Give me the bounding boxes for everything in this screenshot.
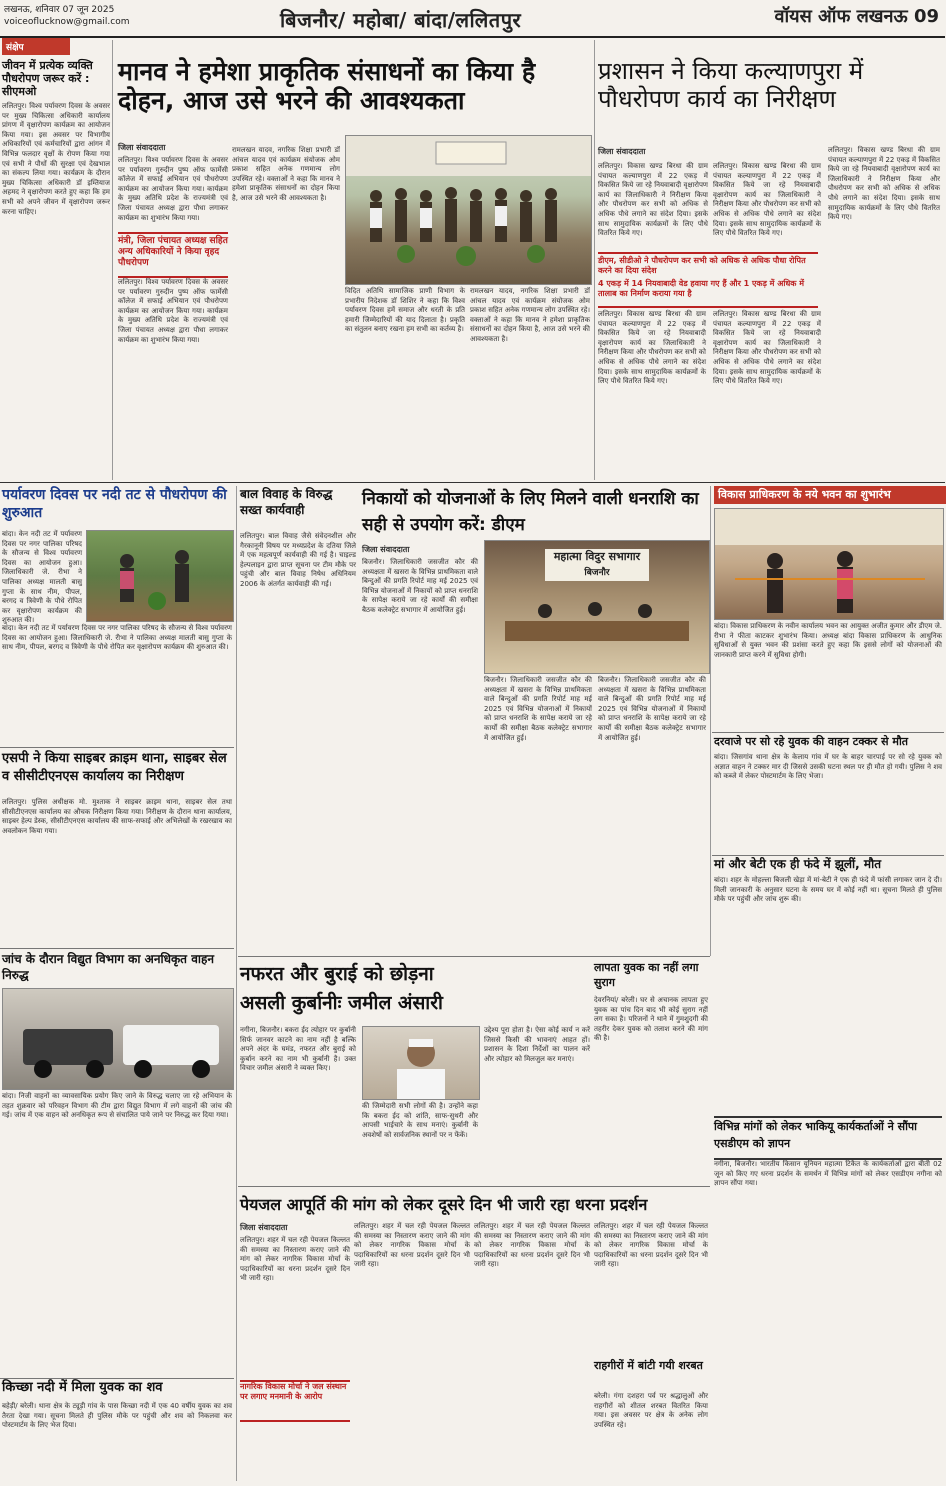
karyakarta-head-box <box>714 1116 942 1160</box>
vahan-text: बांदा। निजी वाहनों का व्यावसायिक प्रयोग किए जाने के विरुद्ध चलाए जा रहे अभियान के तहत शुक्रवार को परिवहन विभाग की टीम द्वारा विद्युत विभाग में लगे वाहनों की जांच की गई। जांच में एक वाहन को अनधिकृत रूप से संचालित पाये जाने पर निरुद्ध कर दिया गया। <box>2 1092 232 1120</box>
nafrat-text-c: उद्देश्य पूरा होता है। ऐसा कोई कार्य न करें जिससे किसी की भावनाएं आहत हों। प्रशासन के दिशा निर्देशों का पालन करें और त्योहार को मिलजुल कर मनाएं। <box>484 1026 590 1063</box>
vikas-text: बांदा। विकास प्राधिकरण के नवीन कार्यालय भवन का आयुक्त अजीत कुमार और डीएम जे. रीभा ने फीता काटकर शुभारंभ किया। अध्यक्ष बांदा विकास प्राधिकरण के आधुनिक सुविधाओं से युक्त भवन की प्रशंसा करते हुए कहा कि इससे लोगों को योजनाओं की जानकारी प्राप्त करने में सुविधा होगी। <box>714 622 942 659</box>
right-top-bullets <box>598 252 818 308</box>
dm-text-b: बिजनौर। जिलाधिकारी जसजीत कौर की अध्यक्षता में खसरा के विभिन्न प्राथमिकता वाले बिन्दुओं की प्रगति रिपोर्ट माह मई 2025 एवं विभिन्न योजनाओं में निकायों को प्राप्त धनराशि के सापेक्ष कराये जा रहे कार्यों की समीक्षा बैठक कलेक्ट्रेट सभागार में आयोजित हुई। <box>484 676 592 742</box>
main-byline: जिला संवाददाता <box>118 143 166 152</box>
dm-photo-banner-sub: बिजनौर <box>584 568 610 578</box>
lapata-headline: लापता युवक का नहीं लगा सुराग <box>594 961 699 989</box>
dm-headline: निकायों को योजनाओं के लिए मिलने वाली धनराशि का सही से उपयोग करें: डीएम <box>362 489 699 535</box>
section-title: बिजनौर/ महोबा/ बांदा/ललितपुर <box>280 8 522 32</box>
masthead-left <box>4 4 130 28</box>
paper-name: वॉयस ऑफ लखनऊ <box>774 6 908 27</box>
portrait-illustration <box>363 1027 479 1099</box>
vahan-photo <box>2 988 234 1090</box>
bal-vivah-text-a: ललितपुर। बाल विवाह जैसे संवेदनशील और गैरकानूनी विषय पर मध्यप्रदेश के दतिया जिले में एक महत्वपूर्ण कार्यवाही की गई है। चाइल्ड हेल्पलाइन द्वारा प्राप्त सूचना पर टीम मौके पर पहुंची और बाल विवाह निषेध अधिनियम 2006 के अंतर्गत कार्यवाही की गई। <box>240 532 356 588</box>
peyjal-text-d: ललितपुर। शहर में चल रही पेयजल किल्लत की समस्या का निस्तारण कराए जाने की मांग को लेकर नागरिक विकास मोर्चा के पदाधिकारियों का धरना प्रदर्शन दूसरे दिन भी जारी रहा। <box>594 1222 708 1269</box>
nafrat-headline: नफरत और बुराई को छोड़ना असली कुर्बानीः जमील अंसारी <box>240 963 443 1014</box>
dm-byline: जिला संवाददाता <box>362 545 410 554</box>
nadi-photo <box>86 530 234 622</box>
peyjal-subhead: नागरिक विकास मोर्चा ने जल संस्थान पर लगाए मनमानी के आरोप <box>240 1382 347 1401</box>
maa-beti-text: बांदा। शहर के मोहल्ला बिजली खेड़ा में मां-बेटी ने एक ही फंदे में फांसी लगाकर जान दे दी। मिली जानकारी के अनुसार घटना के समय घर में कोई नहीं था। सूचना मिलते ही पुलिस मौके पर पहुंची और जांच शुरू की। <box>714 876 942 904</box>
main-text-col1: ललितपुर। विश्व पर्यावरण दिवस के अवसर पर पर्यावरण गुरुदीन पुष्प ऑफ फार्मेसी कॉलेज में सफाई अभियान एवं पौधरोपण कार्यक्रम का आयोजन किया गया। कार्यक्रम के मुख्य अतिथि प्रदेश के राज्यमंत्री एवं जिला पंचायत अध्यक्ष द्वारा पौधा लगाकर कार्यक्रम का शुभारंभ किया गया। <box>118 156 228 222</box>
right-top-text-e: ललितपुर। विकास खण्ड बिरधा की ग्राम पंचायत कल्याणपुरा में 22 एकड़ में विकसित किये जा रहे नियवाबादी वृक्षारोपण कार्य का जिलाधिकारी ने निरीक्षण किया और पौधरोपण कर सभी को अधिक से अधिक पौधे लगाने का संदेश दिया। इसके साथ सामुदायिक कार्यक्रमों के लिए पौधे वितरित किये गए। <box>828 146 940 222</box>
main-photo <box>345 135 592 285</box>
peyjal-text-b: ललितपुर। शहर में चल रही पेयजल किल्लत की समस्या का निस्तारण कराए जाने की मांग को लेकर नागरिक विकास मोर्चा के पदाधिकारियों का धरना प्रदर्शन दूसरे दिन भी जारी रहा। <box>354 1222 470 1269</box>
kichha-text: बहेड़ी/ बरेली। थाना क्षेत्र के ट्यूड़ी गांव के पास किच्छा नदी में एक 40 वर्षीय युवक का शव तैरता देखा गया। सूचना मिलते ही पुलिस मौके पर पहुंची और शव को निकलवा कर पोस्टमार्टम के लिए भेज दिया। <box>2 1402 232 1430</box>
right-top-bullet-1: डीएम, सीडीओ ने पौधरोपण कर सभी को अधिक से अधिक पौधा रोपित करने का दिया संदेश <box>598 256 806 275</box>
main-text-col4: रामलखन यादव, नगरिक शिक्षा प्रभारी डॉ आंचल यादव एवं कार्यक्रम संयोजक ओम प्रकाश सहित अनेक गणमान्य लोग उपस्थित रहे। वक्ताओं ने कहा कि मानव ने हमेशा प्राकृतिक संसाधनों का दोहन किया है, आज उसे भरने की आवश्यकता है। <box>470 287 590 343</box>
dm-photo-banner-title: महात्मा विदुर सभागार <box>553 550 641 563</box>
paper-name-block <box>775 4 940 28</box>
kichha-headline: किच्छा नदी में मिला युवक का शव <box>2 1380 163 1395</box>
ribbon-cutting-illustration <box>715 509 943 619</box>
sharbat-headline: राहगीरों में बांटी गयी शरबत <box>594 1359 703 1372</box>
right-top-byline: जिला संवाददाता <box>598 147 646 156</box>
dm-photo <box>484 540 710 674</box>
nafrat-text-b: की जिम्मेदारी सभी लोगों की है। उन्होंने कहा कि बकरा ईद को शांति, साफ-सुथरी और आपसी भाईचारे के साथ मनाएं। कुर्बानी के अवशेषों को सार्वजनिक स्थानों पर न फेंकें। <box>362 1102 478 1139</box>
planting-illustration <box>87 531 233 621</box>
nafrat-photo <box>362 1026 480 1100</box>
main-subhead-box <box>118 232 228 278</box>
page-number: 09 <box>913 6 939 27</box>
maa-beti-headline: मां और बेटी एक ही फंदे में झूलीं, मौत <box>714 857 882 871</box>
peyjal-subhead-box <box>240 1380 350 1422</box>
peyjal-text-c: ललितपुर। शहर में चल रही पेयजल किल्लत की समस्या का निस्तारण कराए जाने की मांग को लेकर नागरिक विकास मोर्चा के पदाधिकारियों का धरना प्रदर्शन दूसरे दिन भी जारी रहा। <box>474 1222 590 1269</box>
vikas-photo <box>714 508 944 620</box>
main-text-col3: विदित अतिथि सामाजिक प्राणी विभाग के प्रभारीय निदेशक डॉ शिशिर ने कहा कि विश्व पर्यावरण दिवस हमें समाज और धरती के प्रति हमारी जिम्मेदारियों की याद दिलाता है। प्रकृति का संतुलन बनाए रखना हम सभी का कर्तव्य है। <box>345 287 465 334</box>
vikas-headline: विकास प्राधिकरण के नये भवन का शुभारंभ <box>714 486 946 504</box>
vahan-takkar-text: बांदा। जिसगांव थाना क्षेत्र के केलाय गांव में घर के बाहर चारपाई पर सो रहे युवक को अज्ञात वाहन ने टक्कर मार दी जिससे उसकी घटना स्थल पर ही मौत हो गयी। पुलिस ने शव को कब्जे में लेकर पोस्टमार्टम के लिए भेजा। <box>714 753 942 781</box>
sharbat-text: बरेली। गंगा दशहरा पर्व पर श्रद्धालुओं और राहगीरों को शीतल शरबत वितरित किया गया। इस अवसर पर क्षेत्र के अनेक लोग उपस्थित रहे। <box>594 1392 708 1429</box>
peyjal-text-a: ललितपुर। शहर में चल रही पेयजल किल्लत की समस्या का निस्तारण कराए जाने की मांग को लेकर नागरिक विकास मोर्चा के पदाधिकारियों का धरना प्रदर्शन दूसरे दिन भी जारी रहा। <box>240 1236 350 1283</box>
meeting-illustration <box>485 541 709 673</box>
main-text-col1b: ललितपुर। विश्व पर्यावरण दिवस के अवसर पर पर्यावरण गुरुदीन पुष्प ऑफ फार्मेसी कॉलेज में सफाई अभियान एवं पौधरोपण कार्यक्रम का आयोजन किया गया। कार्यक्रम के मुख्य अतिथि प्रदेश के राज्यमंत्री एवं जिला पंचायत अध्यक्ष द्वारा पौधा लगाकर कार्यक्रम का शुभारंभ किया गया। <box>118 278 228 344</box>
cyber-headline: एसपी ने किया साइबर क्राइम थाना, साइबर सेल व सीसीटीएनएस कार्यालय का निरीक्षण <box>2 751 227 784</box>
vahan-takkar-headline: दरवाजे पर सो रहे युवक की वाहन टक्कर से मौत <box>714 735 909 748</box>
brief-label: संक्षेप <box>2 38 70 55</box>
right-top-bullet-2: 4 एकड़ में 14 नियवाबादी वेड हवाया गए हैं और 1 एकड़ में अधिक में तालाब का निर्माण कराया गया है <box>598 279 805 298</box>
nadi-text-b: बांदा। केन नदी तट में पर्यावरण दिवस पर नगर पालिका परिषद के सौजन्य से विश्व पर्यावरण दिवस का आयोजन हुआ। जिलाधिकारी जे. रीभा ने पालिका अध्यक्ष मालती बासु गुप्ता के साथ नीम, पीपल, बरगद व त्रिवेणी के पौधे रोपित कर वृक्षारोपण कार्यक्रम की शुरुआत की। <box>2 624 232 652</box>
right-top-text-b: ललितपुर। विकास खण्ड बिरधा की ग्राम पंचायत कल्याणपुरा में 22 एकड़ में विकसित किये जा रहे नियवाबादी वृक्षारोपण कार्य का जिलाधिकारी ने निरीक्षण किया और पौधरोपण कर सभी को अधिक से अधिक पौधे लगाने का संदेश दिया। इसके साथ सामुदायिक कार्यक्रमों के लिए पौधे वितरित किये गए। <box>713 162 821 238</box>
lapata-text: देवरनियां/ बरेली। घर से अचानक लापता हुए युवक का पांच दिन बाद भी कोई सुराग नहीं लग सका है। परिजनों ने थाने में गुमशुदगी की तहरीर देकर युवक को तलाश करने की मांग की है। <box>594 996 708 1043</box>
brief-text: ललितपुर। विश्व पर्यावरण दिवस के अवसर पर मुख्य चिकित्सा अधिकारी कार्यालय प्रांगण में वृक्षारोपण कार्यक्रम का आयोजन किया गया। इस अवसर पर विभागीय अधिकारियों एवं कर्मचारियों द्वारा आंगन में विभिन्न फलदार वृक्षों के रोपण किया गया एवं सभी ने पौधों की सुरक्षा एवं देखभाल का संकल्प लिया गया। कार्यक्रम के दौरान मुख्य चिकित्सा अधिकारी डॉ इम्तियाज अहमद ने वृक्षारोपण करते हुए कहा कि हम सभी को अपने जीवन में वृक्षारोपण जरूर करना चाहिए। <box>2 102 110 216</box>
bal-vivah-headline: बाल विवाह के विरुद्ध सख्त कार्यवाही <box>240 487 333 517</box>
right-top-text-c: ललितपुर। विकास खण्ड बिरधा की ग्राम पंचायत कल्याणपुरा में 22 एकड़ में विकसित किये जा रहे नियवाबादी वृक्षारोपण कार्य का जिलाधिकारी ने निरीक्षण किया और पौधरोपण कर सभी को अधिक से अधिक पौधे लगाने का संदेश दिया। इसके साथ सामुदायिक कार्यक्रमों के लिए पौधे वितरित किये गए। <box>598 310 706 386</box>
group-photo-illustration <box>346 136 591 284</box>
right-top-headline: प्रशासन ने किया कल्याणपुरा में पौधरोपण कार्य का निरीक्षण <box>598 57 864 113</box>
vehicle-illustration <box>3 989 233 1089</box>
karyakarta-text: नगीना, बिजनौर। भारतीय किसान यूनियन महात्मा टिकैत के कार्यकर्ताओं द्वारा बीती 02 जून को किए गए धरना प्रदर्शन के समर्थन में विभिन्न मांगों को लेकर एसडीएम नगीना को ज्ञापन सौंपा गया। <box>714 1160 942 1188</box>
nadi-headline: पर्यावरण दिवस पर नदी तट से पौधरोपण की शुरुआत <box>2 487 227 521</box>
vahan-headline: जांच के दौरान विद्युत विभाग का अनधिकृत वाहन निरुद्ध <box>2 952 215 982</box>
main-headline: मानव ने हमेशा प्राकृतिक संसाधनों का किया है दोहन, आज उसे भरने की आवश्यकता <box>118 57 536 115</box>
left-brief-column <box>2 38 110 478</box>
peyjal-byline: जिला संवाददाता <box>240 1223 288 1232</box>
date-line: लखनऊ, शनिवार 07 जून 2025 <box>4 5 115 15</box>
brief-headline: जीवन में प्रत्येक व्यक्ति पौधरोपण जरूर करें : सीएमओ <box>2 59 93 98</box>
nadi-text-a: बांदा। केन नदी तट में पर्यावरण दिवस पर नगर पालिका परिषद के सौजन्य से विश्व पर्यावरण दिवस का आयोजन हुआ। जिलाधिकारी जे. रीभा ने पालिका अध्यक्ष मालती बासु गुप्ता के साथ नीम, पीपल, बरगद व त्रिवेणी के पौधे रोपित कर वृक्षारोपण कार्यक्रम की शुरुआत की। <box>2 530 82 625</box>
nafrat-text-a: नगीना, बिजनौर। बकरा ईद त्योहार पर कुर्बानी सिर्फ जानवर काटने का नाम नहीं है बल्कि अपने अंदर के घमंड, नफरत और बुराई को कुर्बान करने का नाम भी कुर्बानी है। उक्त विचार जमील अंसारी ने व्यक्त किए। <box>240 1026 356 1073</box>
peyjal-headline: पेयजल आपूर्ति की मांग को लेकर दूसरे दिन भी जारी रहा धरना प्रदर्शन <box>240 1195 648 1214</box>
main-subhead: मंत्री, जिला पंचायत अध्यक्ष सहित अन्य अधिकारियों ने किया वृहद पौधरोपण <box>118 236 228 268</box>
karyakarta-headline: विभिन्न मांगों को लेकर भाकियू कार्यकर्ताओं ने सौंपा एसडीएम को ज्ञापन <box>714 1120 918 1150</box>
main-text-col2: रामलखन यादव, नगरिक शिक्षा प्रभारी डॉ आंचल यादव एवं कार्यक्रम संयोजक ओम प्रकाश सहित अनेक गणमान्य लोग उपस्थित रहे। वक्ताओं ने कहा कि मानव ने हमेशा प्राकृतिक संसाधनों का दोहन किया है, आज उसे भरने की आवश्यकता है। <box>232 146 340 202</box>
dm-text-a: बिजनौर। जिलाधिकारी जसजीत कौर की अध्यक्षता में खसरा के विभिन्न प्राथमिकता वाले बिन्दुओं की प्रगति रिपोर्ट माह मई 2025 एवं विभिन्न योजनाओं में निकायों को प्राप्त धनराशि के सापेक्ष कराये जा रहे कार्यों की समीक्षा बैठक कलेक्ट्रेट सभागार में आयोजित हुई। <box>362 558 478 614</box>
site-email: voiceoflucknow@gmail.com <box>4 17 130 27</box>
right-top-text-d: ललितपुर। विकास खण्ड बिरधा की ग्राम पंचायत कल्याणपुरा में 22 एकड़ में विकसित किये जा रहे नियवाबादी वृक्षारोपण कार्य का जिलाधिकारी ने निरीक्षण किया और पौधरोपण कर सभी को अधिक से अधिक पौधे लगाने का संदेश दिया। इसके साथ सामुदायिक कार्यक्रमों के लिए पौधे वितरित किये गए। <box>713 310 821 386</box>
dm-text-c: बिजनौर। जिलाधिकारी जसजीत कौर की अध्यक्षता में खसरा के विभिन्न प्राथमिकता वाले बिन्दुओं की प्रगति रिपोर्ट माह मई 2025 एवं विभिन्न योजनाओं में निकायों को प्राप्त धनराशि के सापेक्ष कराये जा रहे कार्यों की समीक्षा बैठक कलेक्ट्रेट सभागार में आयोजित हुई। <box>598 676 706 742</box>
right-top-text-a: ललितपुर। विकास खण्ड बिरधा की ग्राम पंचायत कल्याणपुरा में 22 एकड़ में विकसित किये जा रहे नियवाबादी वृक्षारोपण कार्य का जिलाधिकारी ने निरीक्षण किया और पौधरोपण कर सभी को अधिक से अधिक पौधे लगाने का संदेश दिया। इसके साथ सामुदायिक कार्यक्रमों के लिए पौधे वितरित किये गए। <box>598 162 708 238</box>
masthead <box>0 0 945 38</box>
cyber-text: ललितपुर। पुलिस अधीक्षक मो. मुश्ताक ने साइबर क्राइम थाना, साइबर सेल तथा सीसीटीएनएस कार्यालय का औचक निरीक्षण किया गया। निरीक्षण के दौरान थाना कार्यालय, साइबर हेल्प डेस्क, सीसीटीएनएस कार्यालय की साफ-सफाई और अभिलेखों के रखरखाव का अवलोकन किया गया। <box>2 798 232 835</box>
